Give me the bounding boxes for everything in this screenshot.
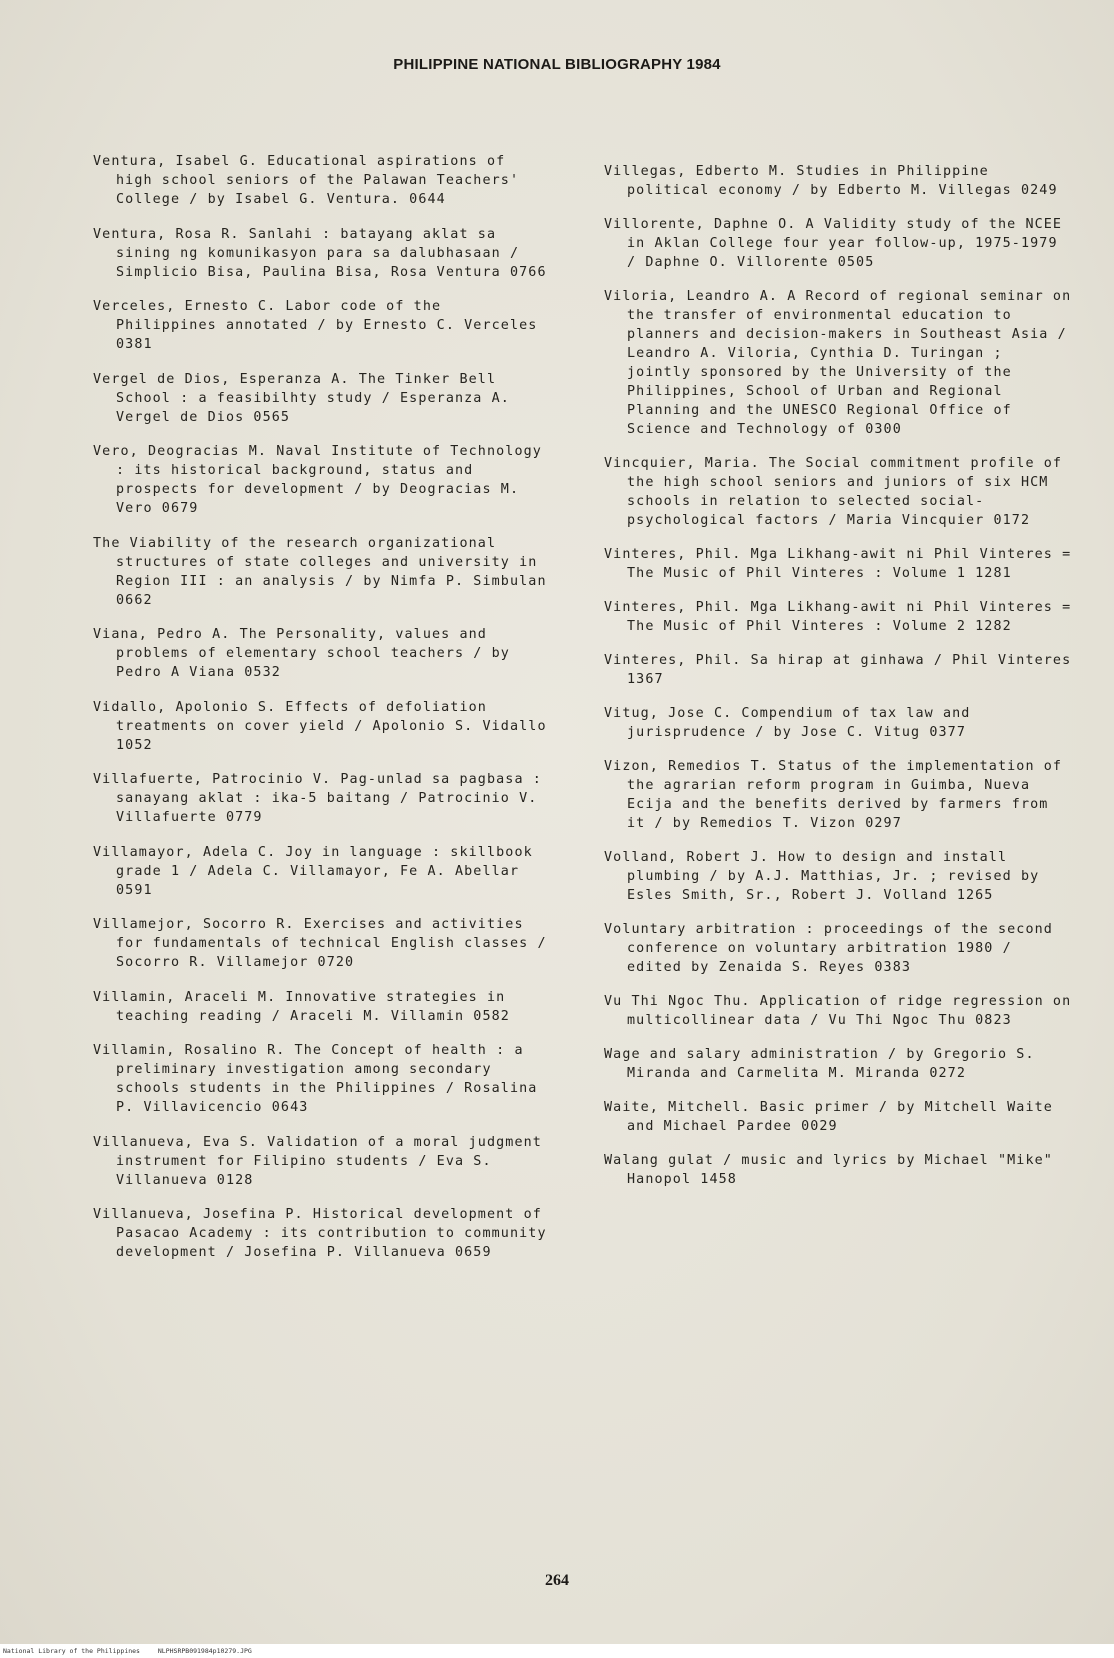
bibliography-entry: Voluntary arbitration : proceedings of the second conference on voluntary arbitration 1980 / edited by Zenaida S. Reyes 0383 <box>604 922 1053 975</box>
bibliography-entry: Verceles, Ernesto C. Labor code of the Philippines annotated / by Ernesto C. Verceles 0381 <box>93 299 538 352</box>
bibliography-entry: Ventura, Rosa R. Sanlahi : batayang aklat sa sining ng komunikasyon para sa dalubhasaan / Simplicio Bisa, Paulina Bisa, Rosa Ventura 0766 <box>93 226 547 280</box>
bibliography-entry: Vinteres, Phil. Mga Likhang-awit ni Phil Vinteres = The Music of Phil Vinteres : Volume 2 1282 <box>604 600 1072 634</box>
bibliography-entry: Vero, Deogracias M. Naval Institute of Technology : its historical background, status and prospects for development / by Deogracias M. Vero 0679 <box>93 444 542 516</box>
bibliography-entry: Volland, Robert J. How to design and install plumbing / by A.J. Matthias, Jr. ; revised by Esles Smith, Sr., Robert J. Volland 1265 <box>604 850 1040 903</box>
bibliography-entry: The Viability of the research organizational structures of state colleges and university in Region III : an analysis / by Nimfa P. Simbulan 0662 <box>93 535 547 608</box>
bibliography-entry: Viana, Pedro A. The Personality, values and problems of elementary school teachers / by Pedro A Viana 0532 <box>93 627 510 680</box>
bibliography-entry: Viloria, Leandro A. A Record of regional seminar on the transfer of environmental education to planners and decision-makers in Southeast Asia / Leandro A. Viloria, Cynthia D. Turingan ; jointly sponsored by the University of the Philippines, School of Urban and Regional Planning and the UNESCO Regional Office of Science and Technology of 0300 <box>604 289 1072 437</box>
bibliography-entry: Villamin, Rosalino R. The Concept of health : a preliminary investigation among secondary schools students in the Philippines / Rosalina P. Villavicencio 0643 <box>93 1043 538 1115</box>
bibliography-entry: Villamin, Araceli M. Innovative strategies in teaching reading / Araceli M. Villamin 0582 <box>93 989 510 1024</box>
bibliography-entry: Walang gulat / music and lyrics by Michael "Mike" Hanopol 1458 <box>604 1153 1053 1187</box>
bibliography-entry: Waite, Mitchell. Basic primer / by Mitchell Waite and Michael Pardee 0029 <box>604 1100 1053 1134</box>
bibliography-entry: Villanueva, Josefina P. Historical development of Pasacao Academy : its contribution to community development / Josefina P. Villanueva 0659 <box>93 1207 547 1260</box>
bibliography-entry: Vinteres, Phil. Mga Likhang-awit ni Phil Vinteres = The Music of Phil Vinteres : Volume 1 1281 <box>604 547 1072 581</box>
bibliography-entry: Villorente, Daphne O. A Validity study of the NCEE in Aklan College four year follow-up, 1975-1979 / Daphne O. Villorente 0505 <box>604 217 1063 270</box>
bibliography-entry: Villamayor, Adela C. Joy in language : skillbook grade 1 / Adela C. Villamayor, Fe A. Abellar 0591 <box>93 844 533 898</box>
bibliography-entry: Vergel de Dios, Esperanza A. The Tinker Bell School : a feasibilhty study / Esperanza A. Vergel de Dios 0565 <box>93 371 510 425</box>
page-header: PHILIPPINE NATIONAL BIBLIOGRAPHY 1984 <box>393 56 721 73</box>
footer-library: National Library of the Philippines <box>3 1647 140 1655</box>
bibliography-entry: Vincquier, Maria. The Social commitment profile of the high school seniors and juniors of six HCM schools in relation to selected social-psychological factors / Maria Vincquier 0172 <box>604 456 1063 528</box>
bibliography-entry: Villanueva, Eva S. Validation of a moral judgment instrument for Filipino students / Eva S. Villanueva 0128 <box>93 1134 542 1188</box>
bibliography-entry: Villamejor, Socorro R. Exercises and activities for fundamentals of technical English classes / Socorro R. Villamejor 0720 <box>93 917 547 970</box>
left-column <box>93 152 548 1278</box>
bibliography-entry: Villegas, Edberto M. Studies in Philippine political economy / by Edberto M. Villegas 0249 <box>604 164 1058 198</box>
bibliography-entry: Vitug, Jose C. Compendium of tax law and jurisprudence / by Jose C. Vitug 0377 <box>604 706 971 740</box>
bibliography-entry: Wage and salary administration / by Gregorio S. Miranda and Carmelita M. Miranda 0272 <box>604 1047 1035 1081</box>
bibliography-entry: Villafuerte, Patrocinio V. Pag-unlad sa pagbasa : sanayang aklat : ika-5 baitang / Patrocinio V. Villafuerte 0779 <box>93 772 542 825</box>
bibliography-entry: Vinteres, Phil. Sa hirap at ginhawa / Phil Vinteres 1367 <box>604 653 1072 687</box>
footer-filename: NLPHSRPB091984p10279.JPG <box>157 1647 252 1655</box>
right-column <box>604 162 1074 1204</box>
bibliography-entry: Vizon, Remedios T. Status of the implementation of the agrarian reform program in Guimba, Nueva Ecija and the benefits derived by farmers from it / by Remedios T. Vizon 0297 <box>604 759 1063 831</box>
page-number: 264 <box>545 1572 569 1589</box>
bibliography-entry: Ventura, Isabel G. Educational aspirations of high school seniors of the Palawan Teachers' College / by Isabel G. Ventura. 0644 <box>93 154 520 207</box>
bibliography-entry: Vidallo, Apolonio S. Effects of defoliation treatments on cover yield / Apolonio S. Vidallo 1052 <box>93 699 547 753</box>
footer-bar <box>0 1644 1114 1658</box>
bibliography-entry: Vu Thi Ngoc Thu. Application of ridge regression on multicollinear data / Vu Thi Ngoc Thu 0823 <box>604 994 1072 1028</box>
